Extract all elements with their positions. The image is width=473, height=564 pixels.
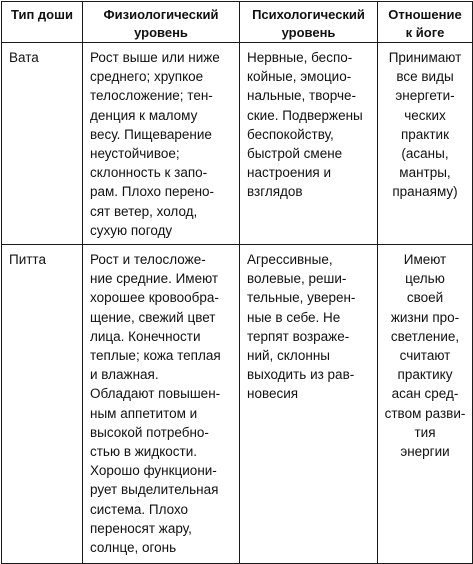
physiological-lines [83, 43, 239, 244]
header-psychological [240, 2, 378, 43]
cell-line: сухую погоду [90, 222, 173, 238]
psychological-cell [240, 43, 378, 245]
cell-line: Хорошо функциони- [90, 463, 217, 479]
cell-line: ние средние. Имеют [90, 271, 219, 287]
cell-line: ний, склонны [247, 348, 330, 364]
cell-line: мантры, [399, 165, 451, 181]
header-physiological [83, 2, 240, 43]
cell-line: хорошее кровообра- [90, 290, 219, 306]
cell-line: нальные, творче- [247, 88, 357, 104]
psychological-lines [240, 245, 377, 408]
cell-line: Рост и телосложе- [90, 252, 206, 268]
cell-line: сят ветер, холод, [90, 203, 198, 219]
cell-line: Вата [9, 50, 39, 65]
cell-line: жизни про- [390, 309, 460, 325]
table-row [2, 43, 473, 245]
cell-line: тия [414, 424, 436, 440]
cell-line: энергии [400, 444, 450, 460]
cell-line: считают [399, 348, 451, 364]
header-row [2, 2, 473, 43]
dosha-lines [2, 245, 82, 273]
cell-line: щение, свежий цвет [90, 309, 216, 325]
dosha-lines [2, 43, 82, 71]
dosha-table [1, 1, 473, 564]
header-line: уровень [134, 25, 188, 40]
physiological-cell [83, 43, 240, 245]
cell-line: солнце, огонь [90, 540, 177, 556]
header-line: Психологический [252, 7, 365, 22]
cell-line: практику [397, 367, 453, 383]
physiological-lines [83, 245, 239, 561]
cell-line: Имеют [403, 252, 447, 268]
cell-line: выходить из рав- [247, 367, 355, 383]
cell-line: весу. Пищеварение [90, 126, 212, 142]
cell-line: лица. Конечности [90, 328, 201, 344]
cell-line: ным аппетитом и [90, 405, 198, 421]
header-line: Физиологический [103, 7, 219, 22]
header-yoga-relation [378, 2, 473, 43]
cell-line: (асаны, [401, 146, 449, 162]
cell-line: асан сред- [391, 386, 459, 402]
dosha-cell [2, 245, 83, 564]
cell-line: настроения и [247, 165, 332, 181]
cell-line: тельные, уверен- [247, 290, 356, 306]
dosha-cell [2, 43, 83, 245]
cell-line: Агрессивные, [247, 252, 333, 268]
cell-line: неустойчивое; [90, 146, 180, 162]
cell-line: и влажная. [90, 367, 159, 383]
table-row [2, 245, 473, 564]
header-dosha-type [2, 2, 83, 43]
cell-line: пранаяму) [392, 184, 458, 200]
cell-line: Нервные, беспо- [247, 50, 353, 65]
cell-line: ством разви- [384, 405, 466, 421]
cell-line: теплые; кожа теплая [90, 348, 221, 364]
cell-line: практик [400, 126, 449, 142]
yoga-cell [378, 245, 473, 564]
yoga-lines [378, 245, 472, 465]
cell-line: беспокойству, [247, 126, 334, 142]
cell-line: система. Плохо [90, 501, 189, 517]
cell-line: склонность к запо- [90, 165, 208, 181]
cell-line: Рост выше или ниже [90, 50, 220, 65]
header-line: уровень [281, 25, 336, 40]
yoga-lines [378, 43, 472, 206]
cell-line: койные, эмоцио- [247, 69, 352, 85]
cell-line: ные в себе. Не [247, 309, 341, 325]
cell-line: энергети- [395, 88, 455, 104]
cell-line: быстрой смене [247, 146, 343, 162]
cell-line: высокой потребно- [90, 424, 209, 440]
cell-line: стью в жидкости. [90, 444, 198, 460]
cell-line: ские. Подвержены [247, 107, 363, 123]
cell-line: новесия [247, 386, 299, 402]
cell-line: Обладают повышен- [90, 386, 221, 402]
cell-line: целью [405, 271, 445, 287]
cell-line: телосложение; тен- [90, 88, 213, 104]
yoga-cell [378, 43, 473, 245]
cell-line: своей [406, 290, 444, 306]
cell-line: среднего; хрупкое [90, 69, 204, 85]
cell-line: волевые, реши- [247, 271, 347, 287]
cell-line: Питта [9, 252, 46, 268]
cell-line: рам. Плохо перено- [90, 184, 215, 200]
header-line: к йоге [405, 25, 445, 40]
header-line: Отношение [388, 7, 462, 22]
psychological-cell [240, 245, 378, 564]
cell-line: светление, [390, 328, 460, 344]
cell-line: терпят возраже- [247, 328, 350, 344]
cell-line: рует выделительная [90, 482, 219, 498]
cell-line: денция к малому [90, 107, 198, 123]
cell-line: взглядов [247, 184, 303, 200]
header-line: Тип доши [11, 7, 73, 22]
cell-line: все виды [396, 69, 454, 85]
cell-line: ческих [404, 107, 446, 123]
physiological-cell [83, 245, 240, 564]
psychological-lines [240, 43, 377, 206]
cell-line: переносят жару, [90, 520, 192, 536]
cell-line: Принимают [388, 50, 462, 65]
